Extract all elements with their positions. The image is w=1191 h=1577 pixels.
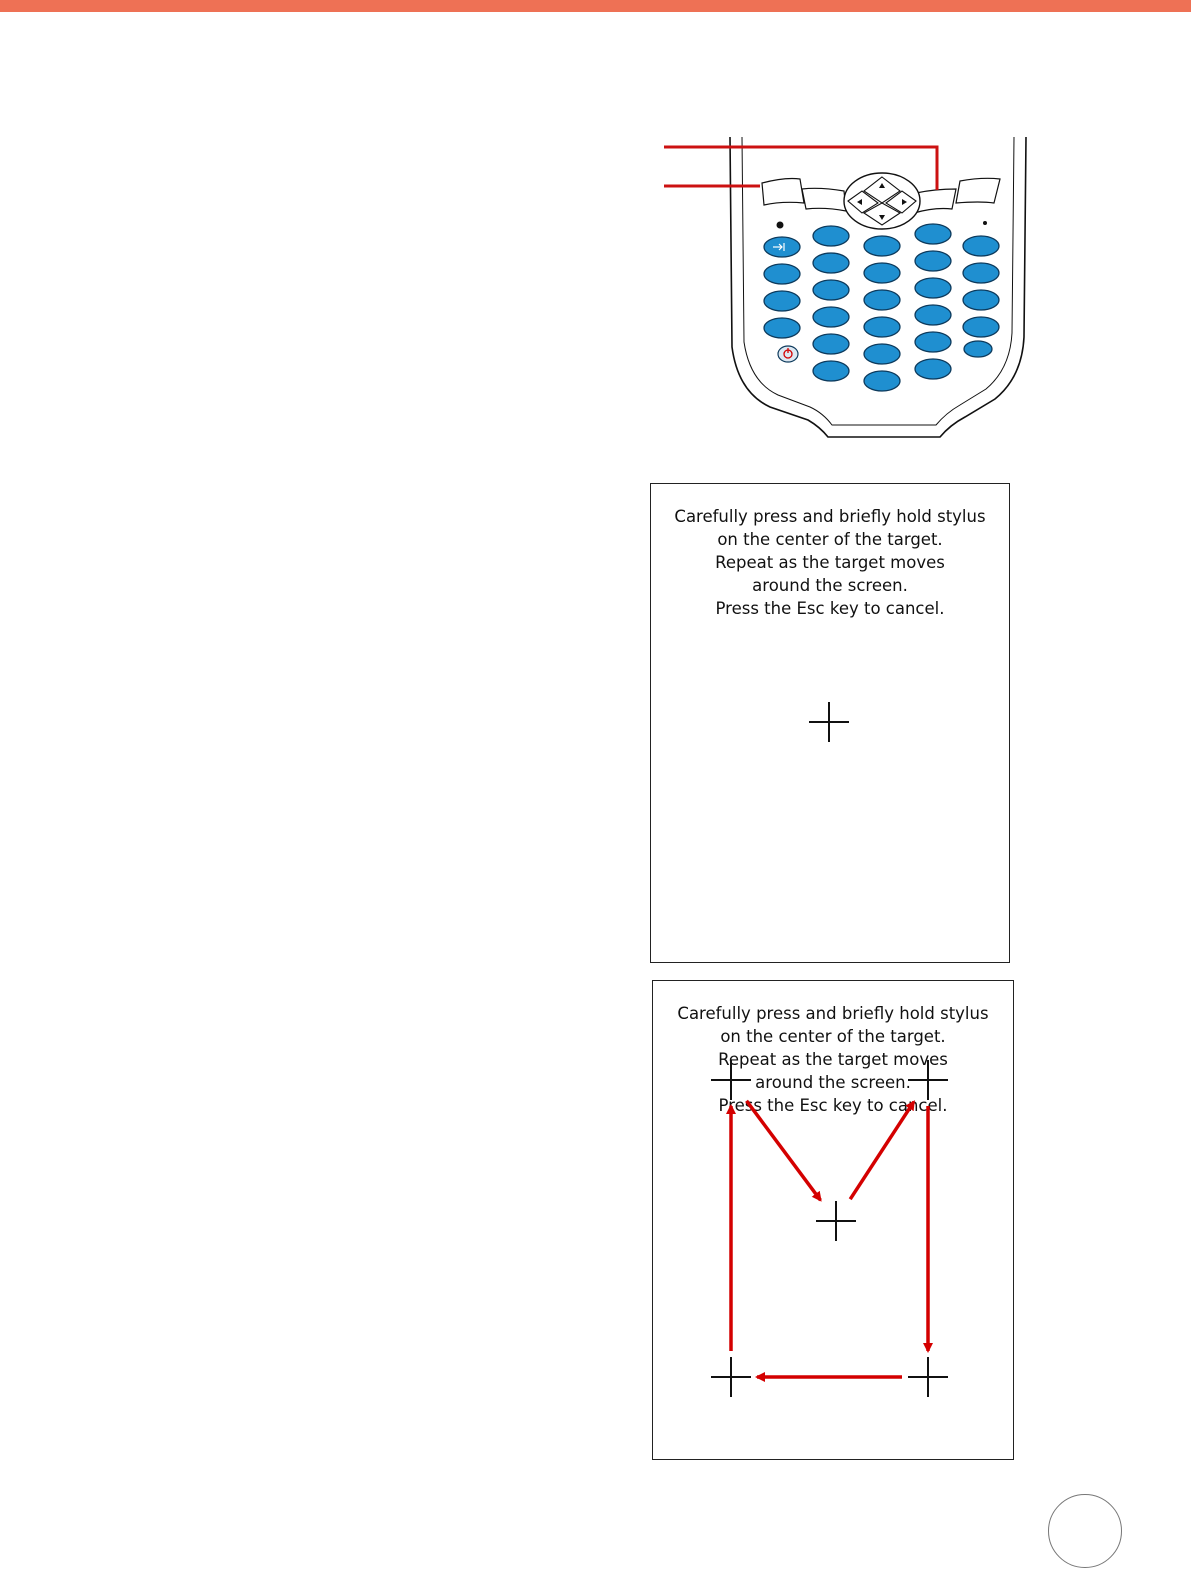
crosshair-target-icon[interactable] bbox=[711, 1060, 751, 1100]
keypad-key bbox=[813, 226, 849, 246]
instruction-line: on the center of the target. bbox=[720, 1027, 946, 1046]
instruction-line: Carefully press and briefly hold stylus bbox=[674, 507, 986, 526]
targets bbox=[711, 1060, 948, 1397]
keypad-key bbox=[764, 264, 800, 284]
left-function-key bbox=[802, 188, 846, 211]
dpad bbox=[844, 173, 920, 229]
keypad-key bbox=[963, 263, 999, 283]
keypad-key bbox=[864, 236, 900, 256]
keypad-key bbox=[764, 291, 800, 311]
instruction-line: Repeat as the target moves bbox=[718, 1050, 948, 1069]
keypad-key bbox=[864, 344, 900, 364]
right-softkey bbox=[956, 178, 1000, 203]
target-layer bbox=[650, 483, 1010, 963]
sequence-arrow bbox=[850, 1102, 914, 1199]
keypad-key bbox=[915, 359, 951, 379]
key-grid bbox=[764, 224, 999, 391]
keypad-key bbox=[915, 278, 951, 298]
page-number-circle bbox=[1048, 1494, 1122, 1568]
keypad-key bbox=[813, 253, 849, 273]
crosshair-target-icon[interactable] bbox=[908, 1060, 948, 1100]
keypad-key bbox=[813, 280, 849, 300]
crosshair-target-icon[interactable] bbox=[809, 702, 849, 742]
power-icon bbox=[778, 346, 798, 362]
keypad-key bbox=[864, 290, 900, 310]
keypad-key bbox=[864, 263, 900, 283]
keypad-key bbox=[813, 307, 849, 327]
sequence-arrows bbox=[731, 1101, 928, 1377]
keypad-key bbox=[813, 334, 849, 354]
keypad-key bbox=[963, 236, 999, 256]
sequence-arrow bbox=[747, 1101, 821, 1200]
header-accent-bar bbox=[0, 0, 1191, 12]
keypad-key bbox=[964, 341, 992, 357]
left-indicator-dot bbox=[777, 222, 784, 229]
instruction-line: around the screen. bbox=[752, 576, 908, 595]
instruction-line: on the center of the target. bbox=[717, 530, 943, 549]
keypad-key bbox=[864, 371, 900, 391]
crosshair-target-icon[interactable] bbox=[908, 1357, 948, 1397]
keypad-key bbox=[915, 305, 951, 325]
keypad-key bbox=[864, 317, 900, 337]
crosshair-target-icon[interactable] bbox=[711, 1357, 751, 1397]
instruction-line: around the screen. bbox=[755, 1073, 911, 1092]
instruction-line: Repeat as the target moves bbox=[715, 553, 945, 572]
keypad-drawing bbox=[660, 137, 1030, 442]
instruction-line: Press the Esc key to cancel. bbox=[718, 1096, 948, 1115]
crosshair-target-icon[interactable] bbox=[816, 1201, 856, 1241]
calibration-screen bbox=[650, 483, 1010, 963]
keypad-key bbox=[915, 332, 951, 352]
keypad-key bbox=[813, 361, 849, 381]
keypad-key bbox=[963, 317, 999, 337]
keypad-illustration bbox=[660, 137, 1030, 442]
calibration-sequence-screen bbox=[652, 980, 1014, 1460]
instruction-line: Carefully press and briefly hold stylus bbox=[677, 1004, 989, 1023]
instruction-line: Press the Esc key to cancel. bbox=[715, 599, 945, 618]
target-sequence-layer bbox=[652, 980, 1014, 1460]
right-indicator-dot bbox=[983, 221, 987, 225]
left-softkey bbox=[762, 179, 804, 206]
keypad-key bbox=[915, 251, 951, 271]
keypad-key bbox=[764, 318, 800, 338]
keypad-key bbox=[915, 224, 951, 244]
keypad-key bbox=[963, 290, 999, 310]
